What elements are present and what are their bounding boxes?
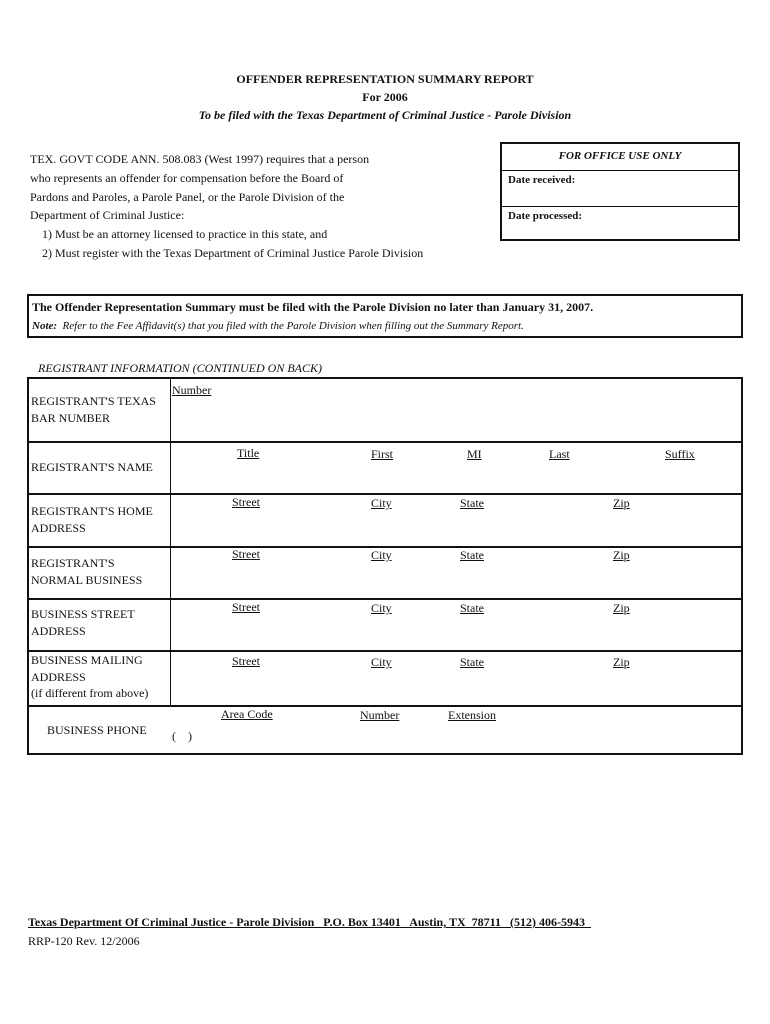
phone-area-code-parens: ( )	[172, 729, 192, 743]
business-street-label	[31, 606, 135, 639]
date-processed-field[interactable]: Date processed:	[508, 210, 583, 222]
row-divider	[29, 493, 741, 495]
mailing-state-field[interactable]: State	[460, 655, 484, 669]
phone-number-field[interactable]: Number	[360, 708, 400, 722]
registrant-section-title: REGISTRANT INFORMATION (CONTINUED ON BACK)	[38, 361, 323, 375]
report-subtitle: To be filed with the Texas Department of Criminal Justice - Parole Division	[198, 108, 572, 122]
street-address-zip-field[interactable]: Zip	[613, 601, 630, 615]
statute-item: 1) Must be an attorney licensed to practice in this state, and	[42, 227, 328, 242]
label-line: REGISTRANT'S HOME	[31, 504, 153, 518]
mailing-street-field[interactable]: Street	[232, 654, 260, 668]
normal-business-label	[31, 555, 142, 588]
business-state-field[interactable]: State	[460, 548, 484, 562]
name-first-field[interactable]: First	[371, 447, 394, 461]
note-text: Refer to the Fee Affidavit(s) that you filed with the Parole Division when filling out the Summary Report.	[62, 320, 524, 332]
name-mi-field[interactable]: MI	[467, 447, 482, 461]
row-divider	[29, 598, 741, 600]
business-phone-label: BUSINESS PHONE	[47, 723, 147, 737]
office-use-title: FOR OFFICE USE ONLY	[502, 144, 738, 171]
statute-item: 2) Must register with the Texas Department of Criminal Justice Parole Division	[42, 245, 424, 260]
label-line: (if different from above)	[31, 686, 149, 700]
business-street-field[interactable]: Street	[232, 547, 260, 561]
home-zip-field[interactable]: Zip	[613, 496, 630, 510]
name-title-field[interactable]: Title	[237, 446, 260, 460]
bar-number-label	[31, 393, 156, 426]
row-divider	[29, 705, 741, 707]
mailing-zip-field[interactable]: Zip	[613, 655, 630, 669]
label-line: BUSINESS STREET	[31, 607, 135, 621]
name-last-field[interactable]: Last	[549, 447, 570, 461]
label-line: ADDRESS	[31, 623, 86, 638]
label-column-divider	[170, 379, 171, 705]
street-address-city-field[interactable]: City	[371, 601, 392, 615]
row-divider	[29, 441, 741, 443]
statute-line: Pardons and Paroles, a Parole Panel, or the Parole Division of the	[30, 189, 345, 204]
statute-line: TEX. GOVT CODE ANN. 508.083 (West 1997) requires that a person	[30, 152, 370, 166]
home-city-field[interactable]: City	[371, 496, 392, 510]
phone-extension-field[interactable]: Extension	[448, 708, 496, 722]
label-line: BAR NUMBER	[31, 410, 111, 425]
label-line: REGISTRANT'S	[31, 556, 115, 570]
report-year: For 2006	[362, 90, 408, 104]
business-city-field[interactable]: City	[371, 548, 392, 562]
form-id: RRP-120 Rev. 12/2006	[28, 934, 140, 948]
note-label: Note:	[32, 320, 58, 332]
statute-line: who represents an offender for compensation before the Board of	[30, 170, 344, 185]
statute-line: Department of Criminal Justice:	[30, 208, 185, 223]
registrant-form	[27, 377, 743, 755]
home-state-field[interactable]: State	[460, 496, 484, 510]
label-line: NORMAL BUSINESS	[31, 572, 143, 587]
street-address-state-field[interactable]: State	[460, 601, 484, 615]
name-suffix-field[interactable]: Suffix	[665, 447, 695, 461]
bar-number-field[interactable]: Number	[172, 383, 212, 397]
report-title: OFFENDER REPRESENTATION SUMMARY REPORT	[236, 72, 534, 86]
home-street-field[interactable]: Street	[232, 495, 260, 509]
agency-address: Texas Department Of Criminal Justice - Parole Division P.O. Box 13401 Austin, TX 78711 (512) 406-5943	[28, 915, 592, 929]
deadline-notice	[27, 294, 743, 338]
deadline-text: The Offender Representation Summary must be filed with the Parole Division no later than January 31, 2007.	[32, 300, 594, 314]
office-use-box	[500, 142, 740, 241]
label-line: REGISTRANT'S TEXAS	[31, 394, 156, 408]
name-label: REGISTRANT'S NAME	[31, 460, 153, 474]
street-address-street-field[interactable]: Street	[232, 600, 260, 614]
home-address-label	[31, 503, 153, 536]
phone-area-code-field[interactable]: Area Code	[221, 707, 273, 721]
business-zip-field[interactable]: Zip	[613, 548, 630, 562]
date-received-field[interactable]: Date received:	[502, 170, 738, 207]
mailing-city-field[interactable]: City	[371, 655, 392, 669]
label-line: ADDRESS	[31, 669, 86, 684]
mailing-address-label	[31, 652, 148, 702]
label-line: BUSINESS MAILING	[31, 653, 143, 667]
note-line	[32, 320, 524, 332]
label-line: ADDRESS	[31, 520, 86, 535]
statute-text	[30, 150, 500, 263]
